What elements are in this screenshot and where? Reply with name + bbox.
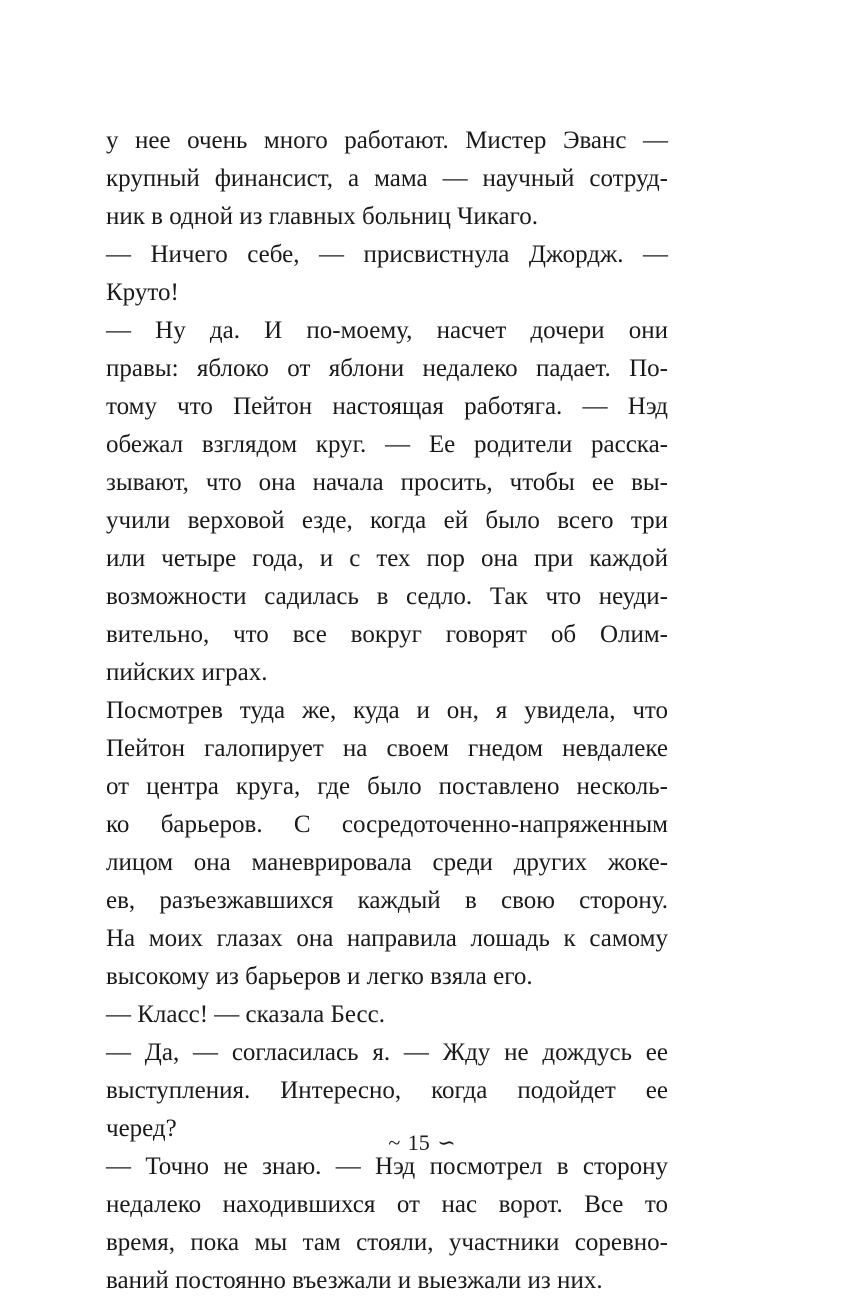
text-line: правы: яблоко от яблони недалеко падает. По- — [106, 355, 668, 382]
text-line: — Да, — согласилась я. — Жду не дождусь ее — [106, 1039, 668, 1066]
text-line: от центра круга, где было поставлено несколь- — [106, 773, 668, 800]
text-line: обежал взглядом круг. — Ее родители расска- — [106, 431, 668, 458]
right-ornament: ∽ — [437, 1130, 456, 1155]
text-line: На моих глазах она направила лошадь к самому — [106, 925, 668, 952]
text-line: выступления. Интересно, когда подойдет ее — [106, 1077, 668, 1104]
text-line: ваний постоянно въезжали и выезжали из них. — [106, 1267, 603, 1294]
text-line: у нее очень много работают. Мистер Эванс — — [106, 127, 668, 154]
text-line: или четыре года, и с тех пор она при каждой — [106, 545, 668, 572]
text-line: высокому из барьеров и легко взяла его. — [106, 963, 533, 990]
page-text — [106, 122, 668, 1300]
text-line: — Ну да. И по-моему, насчет дочери они — [106, 317, 668, 344]
page-number: 15 — [407, 1130, 430, 1155]
left-ornament: ~ — [388, 1130, 401, 1155]
text-line: Пейтон галопирует на своем гнедом невдалеке — [106, 735, 668, 762]
text-line: Посмотрев туда же, куда и он, я увидела, что — [106, 697, 668, 724]
text-line: — Точно не знаю. — Нэд посмотрел в сторону — [106, 1153, 668, 1180]
text-line: пийских играх. — [106, 659, 268, 686]
page-footer — [0, 1128, 844, 1158]
text-line: время, пока мы там стояли, участники соревно- — [106, 1229, 668, 1256]
text-line: тому что Пейтон настоящая работяга. — Нэд — [106, 393, 668, 420]
text-line: учили верховой езде, когда ей было всего три — [106, 507, 668, 534]
text-line: — Ничего себе, — присвистнула Джордж. — — [106, 241, 668, 268]
text-line: возможности садилась в седло. Так что неуди- — [106, 583, 668, 610]
text-line: Круто! — [106, 279, 179, 306]
text-line: вительно, что все вокруг говорят об Олим- — [106, 621, 668, 648]
text-line: лицом она маневрировала среди других жоке- — [106, 849, 668, 876]
text-line: ко барьеров. С сосредоточенно-напряженным — [106, 811, 668, 838]
text-line: крупный финансист, а мама — научный сотруд- — [106, 165, 668, 192]
text-line: недалеко находившихся от нас ворот. Все то — [106, 1191, 668, 1218]
text-line: ев, разъезжавшихся каждый в свою сторону. — [106, 887, 668, 914]
text-line: зывают, что она начала просить, чтобы ее вы- — [106, 469, 668, 496]
text-line: ник в одной из главных больниц Чикаго. — [106, 203, 539, 230]
text-line: — Класс! — сказала Бесс. — [106, 1001, 386, 1028]
text-line: черед? — [106, 1115, 177, 1142]
